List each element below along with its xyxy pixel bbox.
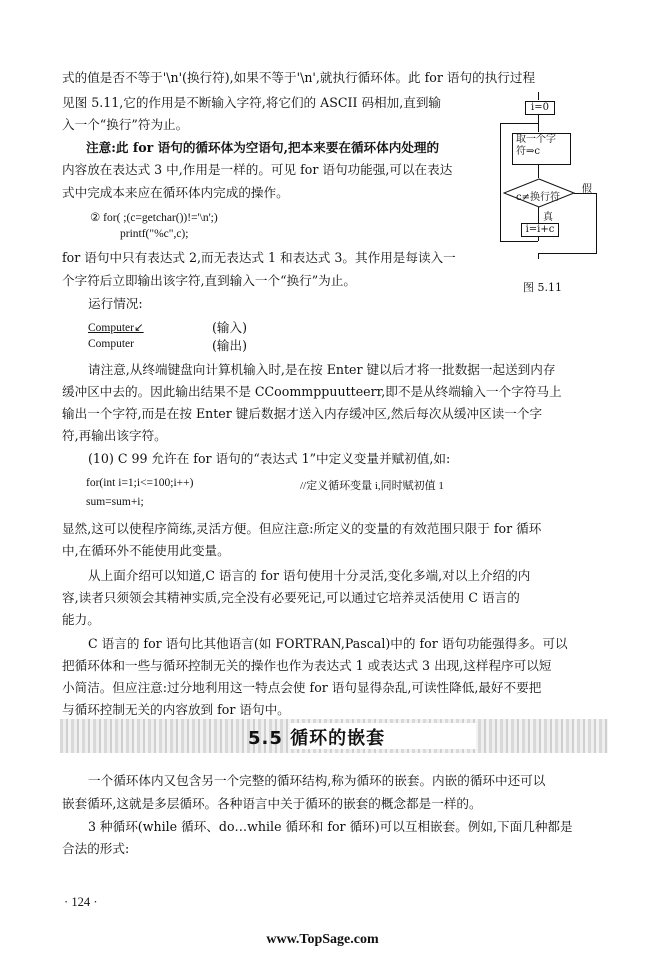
run-note: (输出)	[212, 338, 248, 353]
code-line: printf("%c",c);	[120, 228, 189, 240]
read-label-1: 取一个字	[516, 134, 556, 145]
code-line: sum=sum+i;	[86, 496, 144, 508]
text-line: 见图 5.11,它的作用是不断输入字符,将它们的 ASCII 码相加,直到输	[62, 95, 442, 110]
condition-label: c≠换行符	[516, 192, 560, 203]
text-line: 能力。	[62, 612, 100, 627]
run-output: Computer	[88, 338, 134, 350]
loop-back-line	[500, 241, 538, 242]
text-line: 内容放在表达式 3 中,作用是一样的。可见 for 语句功能强,可以在表达	[62, 162, 453, 177]
text-line: 式的值是否不等于'\n'(换行符),如果不等于'\n',就执行循环体。此 for 语句的执行过程	[62, 70, 536, 85]
text-line: for 语句中只有表达式 2,而无表达式 1 和表达式 3。其作用是每读入一	[62, 250, 456, 265]
update-label: i=i+c	[525, 224, 555, 235]
text-line: 请注意,从终端键盘向计算机输入时,是在按 Enter 键以后才将一批数据一起送到内存	[88, 362, 556, 377]
false-line	[538, 253, 597, 254]
text-line: 3 种循环(while 循环、do…while 循环和 for 循环)可以互相嵌套。例如,下面几种都是	[88, 819, 573, 834]
text-line: 符,再输出该字符。	[62, 428, 167, 443]
text-line: 入一个“换行”符为止。	[62, 117, 189, 132]
figure-caption: 图 5.11	[523, 281, 562, 294]
text-line: 个字符后立即输出该字符,直到输入一个“换行”为止。	[62, 273, 356, 288]
true-line	[538, 207, 539, 223]
run-input: Computer↙	[88, 322, 144, 334]
read-label-2: 符⇒c	[516, 146, 540, 157]
text-line: (10) C 99 允许在 for 语句的“表达式 1”中定义变量并赋初值,如:	[88, 451, 451, 466]
run-label: 运行情况:	[88, 296, 143, 311]
page-number: · 124 ·	[64, 895, 98, 909]
text-line: 与循环控制无关的内容放到 for 语句中。	[62, 702, 290, 717]
false-label: 假	[582, 184, 592, 195]
flow-line	[538, 92, 539, 100]
flow-line	[538, 164, 539, 178]
false-line	[596, 193, 597, 253]
exit-line	[538, 253, 539, 259]
text-line: C 语言的 for 语句比其他语言(如 FORTRAN,Pascal)中的 for 语句功能强得多。可以	[88, 636, 568, 651]
text-line: 缓冲区中去的。因此输出结果不是 CCoommppuutteerr,即不是从终端输入一个字符马上	[62, 384, 562, 399]
text-line: 式中完成本来应在循环体内完成的操作。	[62, 185, 289, 200]
text-line: 小简洁。但应注意:过分地利用这一特点会使 for 语句显得杂乱,可读性降低,最好不要把	[62, 680, 542, 695]
text-line: 从上面介绍可以知道,C 语言的 for 语句使用十分灵活,变化多端,对以上介绍的内	[88, 568, 531, 583]
text-line: 容,读者只须领会其精神实质,完全没有必要死记,可以通过它培养灵活使用 C 语言的	[62, 590, 520, 605]
update-box	[521, 223, 559, 237]
read-box	[512, 133, 571, 165]
footer-website: www.TopSage.com	[266, 932, 379, 947]
note-line: 注意:此 for 语句的循环体为空语句,把本来要在循环体内处理的	[86, 140, 440, 155]
code-line: ② for( ;(c=getchar())!='\n';)	[90, 212, 218, 224]
text-line: 把循环体和一些与循环控制无关的操作也作为表达式 1 或表达式 3 出现,这样程序可以短	[62, 658, 552, 673]
text-line: 合法的形式:	[62, 841, 130, 856]
text-line: 输出一个字符,而是在按 Enter 键后数据才送入内存缓冲区,然后每次从缓冲区读一个字	[62, 406, 543, 421]
code-line: for(int i=1;i<=100;i++)	[86, 477, 194, 489]
run-note: (输入)	[212, 320, 248, 335]
text-line: 嵌套循环,这就是多层循环。各种语言中关于循环的嵌套的概念都是一样的。	[62, 796, 482, 811]
section-title: 5.5 循环的嵌套	[248, 728, 386, 749]
text-line: 一个循环体内又包含另一个完整的循环结构,称为循环的嵌套。内嵌的循环中还可以	[88, 773, 546, 788]
flow-line	[500, 123, 539, 124]
code-comment: //定义循环变量 i,同时赋初值 1	[300, 480, 444, 492]
text-line: 中,在循环外不能使用此变量。	[62, 543, 230, 558]
flow-line	[538, 236, 539, 241]
text-line: 显然,这可以使程序简练,灵活方便。但应注意:所定义的变量的有效范围只限于 for 循环	[62, 521, 542, 536]
init-label: i=0	[531, 102, 549, 113]
init-box	[525, 101, 555, 115]
true-label: 真	[543, 212, 553, 223]
loop-back-line	[500, 123, 501, 241]
